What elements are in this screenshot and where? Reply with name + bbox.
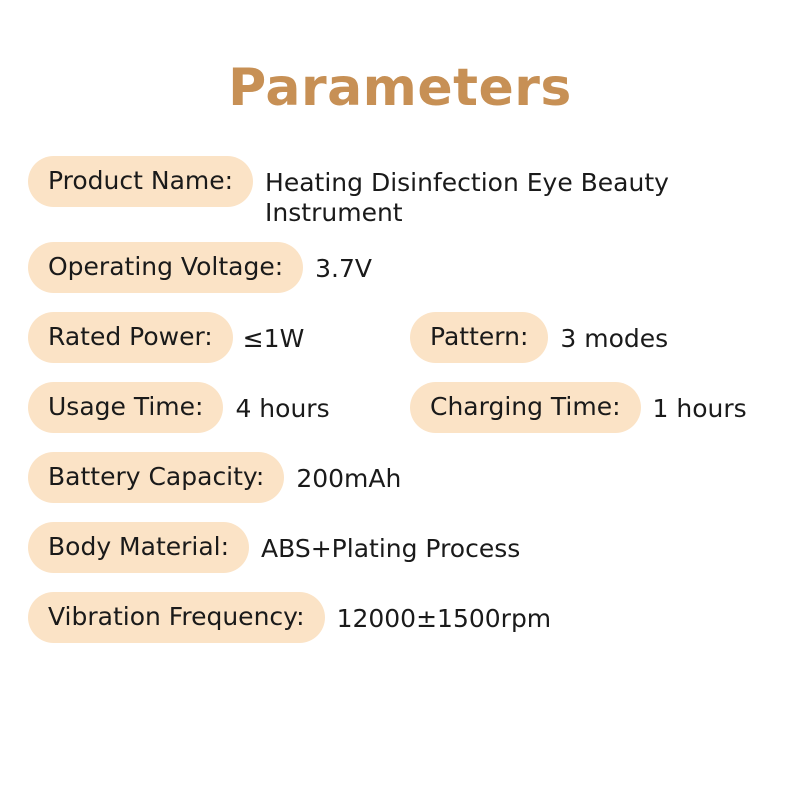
spec-value: 3.7V [315, 254, 373, 283]
spec-label: Charging Time: [410, 382, 641, 433]
specification-list [0, 156, 800, 648]
spec-item-pattern [410, 312, 668, 363]
spec-item-battery-capacity [28, 452, 401, 503]
spec-label: Pattern: [410, 312, 548, 363]
spec-row [28, 382, 772, 438]
spec-label: Vibration Frequency: [28, 592, 325, 643]
spec-label: Rated Power: [28, 312, 233, 363]
spec-value: Heating Disinfection Eye Beauty Instrument [265, 168, 669, 227]
spec-item-operating-voltage [28, 242, 372, 293]
spec-label: Battery Capacity: [28, 452, 284, 503]
spec-value: 12000±1500rpm [336, 604, 552, 633]
spec-row [28, 242, 772, 298]
spec-value: ≤1W [242, 324, 305, 353]
spec-label: Operating Voltage: [28, 242, 303, 293]
spec-label: Body Material: [28, 522, 249, 573]
spec-row [28, 312, 772, 368]
spec-row [28, 156, 772, 228]
spec-row [28, 452, 772, 508]
spec-value: 4 hours [235, 394, 330, 423]
spec-item-usage-time [28, 382, 410, 433]
page-title: Parameters [228, 58, 572, 118]
spec-item-rated-power [28, 312, 410, 363]
spec-row [28, 522, 772, 578]
spec-row [28, 592, 772, 648]
spec-label: Usage Time: [28, 382, 223, 433]
spec-value: ABS+Plating Process [261, 534, 521, 563]
spec-label: Product Name: [28, 156, 253, 207]
spec-value: 200mAh [296, 464, 402, 493]
spec-item-product-name [28, 156, 772, 228]
spec-item-charging-time [410, 382, 747, 433]
spec-item-body-material [28, 522, 520, 573]
spec-value: 1 hours [652, 394, 747, 423]
spec-value: 3 modes [560, 324, 669, 353]
spec-item-vibration-frequency [28, 592, 551, 643]
